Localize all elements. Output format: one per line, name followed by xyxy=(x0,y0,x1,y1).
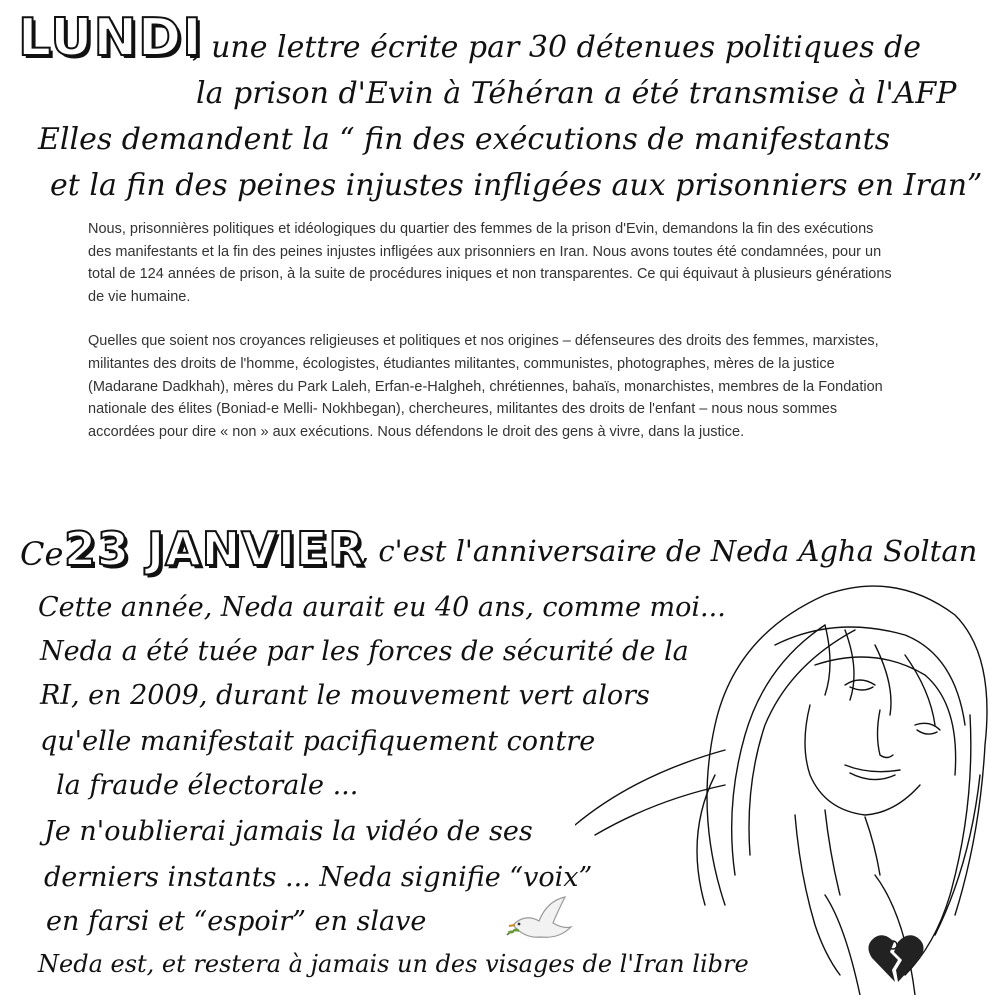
section2-line-10: Neda est, et restera à jamais un des visages de l'Iran libre xyxy=(38,950,749,978)
day-badge: LUNDI xyxy=(18,8,203,68)
letter-paragraph-2: Quelles que soient nos croyances religieuses et politiques et nos origines – défenseures des droits des femmes, marxistes, militantes des droits de l'homme, écologistes, étudiantes militantes, communistes, photographes, mères de la justice (Madarane Dadkhah), mères du Park Laleh, Erfan-e-Halgheh, chrétiennes, bahaïs, monarchistes, membres de la Fondation nationale des élites (Boniad-e Melli- Nokhbegan), chercheures, militantes des droits de l'enfant – nous nous sommes accordées pour dire « non » aux exécutions. Nous défendons le droit des gens à vivre, dans la justice. xyxy=(88,333,883,440)
header-line-2: la prison d'Evin à Téhéran a été transmise à l'AFP xyxy=(196,76,957,111)
letter-paragraph-1: Nous, prisonnières politiques et idéologiques du quartier des femmes de la prison d'Evin, demandons la fin des exécutions des manifestants et la fin des peines injustes infligées aux prisonniers en Iran. Nous avons toutes été condamnées, pour un total de 124 années de prison, à la suite de procédures iniques et non transparentes. Ce qui équivaut à plusieurs générations de vie humaine. xyxy=(88,221,892,305)
section2-line-7: Je n'oublierai jamais la vidéo de ses xyxy=(44,816,533,847)
header-line-3: Elles demandent la “ fin des exécutions de manifestants xyxy=(38,122,891,157)
section2-line-3: Neda a été tuée par les forces de sécurité de la xyxy=(40,636,689,667)
header-line-1: , une lettre écrite par 30 détenues politiques de xyxy=(192,30,921,65)
section2-line-9: en farsi et “espoir” en slave xyxy=(46,906,427,937)
section2-line-4: RI, en 2009, durant le mouvement vert alors xyxy=(40,680,650,711)
section2-line-6: la fraude électorale ... xyxy=(56,770,359,801)
section2-prefix: Ce xyxy=(20,535,64,573)
section2-line-1: , c'est l'anniversaire de Neda Agha Soltan xyxy=(360,534,978,568)
date-badge: 23 JANVIER xyxy=(64,522,365,576)
section2-line-2: Cette année, Neda aurait eu 40 ans, comme moi... xyxy=(38,592,726,623)
section2-line-8: derniers instants ... Neda signifie “voix” xyxy=(44,862,593,893)
woman-portrait-drawing xyxy=(575,575,1000,995)
broken-heart-icon xyxy=(868,932,924,984)
letter-quote xyxy=(88,218,898,443)
header-line-4: et la fin des peines injustes infligées aux prisonniers en Iran” xyxy=(50,168,983,203)
dove-with-olive-branch-icon xyxy=(505,895,575,945)
section2-line-5: qu'elle manifestait pacifiquement contre xyxy=(40,726,596,757)
